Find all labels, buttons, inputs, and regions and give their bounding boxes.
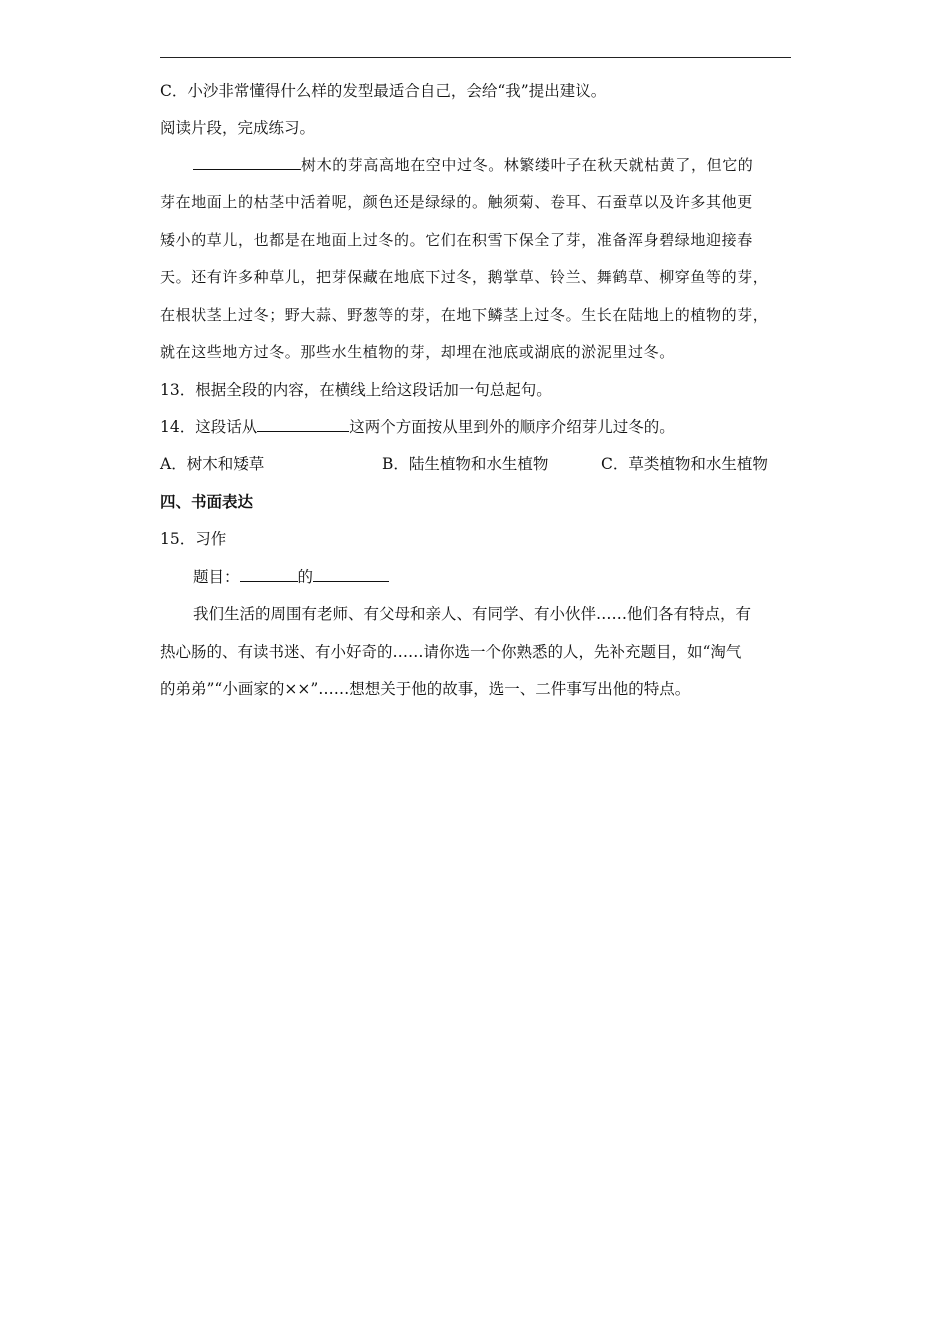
essay-body-line-3: 的弟弟”“小画家的××”……想想关于他的故事，选一、二件事写出他的特点。 [160,680,691,698]
header-rule [160,57,791,58]
option-c[interactable]: C．草类植物和水生植物 [601,455,768,473]
passage-text-1: 树木的芽高高地在空中过冬。林繁缕叶子在秋天就枯黄了，但它的 [301,156,754,174]
essay-body-line-2: 热心肠的、有读书迷、有小好奇的……请你选一个你熟悉的人，先补充题目，如“淘气 [160,643,742,661]
essay-body-line-1: 我们生活的周围有老师、有父母和亲人、有同学、有小伙伴……他们各有特点，有 [193,605,752,623]
passage-line-4: 天。还有许多种草儿，把芽保藏在地底下过冬，鹅掌草、铃兰、舞鹤草、柳穿鱼等的芽， [160,268,769,286]
topic-sentence-blank[interactable] [193,155,301,170]
option-b[interactable]: B．陆生植物和水生植物 [382,455,549,473]
essay-title-blank-2[interactable] [313,567,389,582]
question-15: 15．习作 [160,530,227,548]
essay-title-blank-1[interactable] [240,567,298,582]
section-title: 四、书面表达 [160,492,254,511]
question-13: 13．根据全段的内容，在横线上给这段话加一句总起句。 [160,381,552,399]
essay-title-mid: 的 [297,568,314,586]
passage-line-6: 就在这些地方过冬。那些水生植物的芽，却埋在池底或湖底的淤泥里过冬。 [160,343,675,361]
question-14-prefix: 14．这段话从 [160,418,258,436]
question-option-c: C．小沙非常懂得什么样的发型最适合自己，会给“我”提出建议。 [160,82,607,100]
passage-line-1 [193,155,753,175]
option-a[interactable]: A．树木和矮草 [160,455,265,473]
passage-line-2: 芽在地面上的枯茎中活着呢，颜色还是绿绿的。触须菊、卷耳、石蚕草以及许多其他更 [160,193,753,211]
question-14-blank[interactable] [257,417,349,432]
reading-instruction: 阅读片段，完成练习。 [160,119,316,137]
essay-title-label: 题目： [193,568,240,586]
passage-line-3: 矮小的草儿，也都是在地面上过冬的。它们在积雪下保全了芽，准备浑身碧绿地迎接春 [160,231,753,249]
question-14 [160,417,675,437]
passage-line-5: 在根状茎上过冬；野大蒜、野葱等的芽，在地下鳞茎上过冬。生长在陆地上的植物的芽， [160,306,769,324]
question-14-suffix: 这两个方面按从里到外的顺序介绍芽儿过冬的。 [349,418,675,436]
essay-title [193,567,389,587]
